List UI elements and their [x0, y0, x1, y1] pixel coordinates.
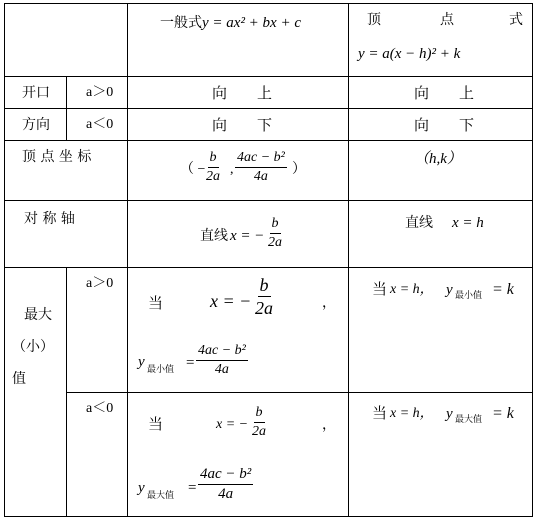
- col-line-a: [66, 76, 67, 140]
- max-eq: =: [188, 480, 197, 496]
- general-opening-down: 向 下: [212, 116, 273, 134]
- max-y-frac: [198, 467, 253, 502]
- col-line-main: [127, 3, 128, 517]
- vertex-min-y: y: [446, 282, 453, 298]
- max-y-num: 4ac − b²: [198, 467, 253, 485]
- max-comma: ，: [322, 417, 336, 433]
- vertex-max-k: = k: [492, 405, 514, 422]
- min-y-frac: [196, 344, 248, 377]
- min-y-den: 4a: [214, 362, 229, 377]
- axis-vertex-eq: x = h: [452, 215, 484, 231]
- vertex-min-sub: 最小值: [455, 291, 483, 301]
- max-x-frac: [252, 406, 266, 439]
- general-form-header: [160, 16, 301, 31]
- row-line-1: [4, 76, 532, 77]
- vertex-max-x: x = h，: [390, 406, 434, 421]
- axis-general-prefix: 直线: [200, 228, 228, 244]
- row-line-4: [4, 200, 532, 201]
- axis-label: 对 称 轴: [24, 211, 75, 227]
- general-form-label: 一般式: [160, 15, 202, 31]
- min-sub: 最小值: [147, 365, 175, 375]
- border-bottom: [4, 516, 532, 517]
- opening-cond-pos: a＞0: [86, 85, 114, 100]
- opening-cond-neg: a＜0: [86, 117, 114, 132]
- vertex-min-x: x = h，: [390, 282, 434, 297]
- vertex-max-sub: 最大值: [455, 415, 483, 425]
- min-x-num: b: [259, 275, 269, 295]
- col-line-right: [348, 3, 349, 517]
- vertex-coord-frac1-num: b: [208, 151, 219, 168]
- extreme-label-2: （小）: [12, 339, 54, 355]
- min-y-num: 4ac − b²: [196, 344, 248, 361]
- max-x-lhs: x = −: [216, 417, 249, 432]
- opening-label-top: 开口: [22, 85, 50, 101]
- max-x-num: b: [254, 406, 265, 423]
- row-line-3: [4, 140, 532, 141]
- vertex-coord-frac2-den: 4a: [253, 169, 268, 184]
- max-sub: 最大值: [147, 491, 175, 501]
- axis-general-num: b: [270, 217, 281, 234]
- col-line-b: [66, 267, 67, 517]
- min-eq: =: [186, 355, 195, 371]
- vertex-coord-frac2: [235, 151, 287, 184]
- vertex-min-when: 当: [372, 280, 388, 298]
- min-x-den: 2a: [255, 298, 273, 318]
- vertex-opening-up: 向 上: [414, 84, 475, 102]
- axis-general-lhs: x = −: [230, 228, 265, 244]
- max-y-den: 4a: [218, 486, 234, 502]
- axis-general-frac: [268, 217, 282, 250]
- extreme-cond-pos: a＞0: [86, 276, 114, 291]
- max-when: 当: [148, 415, 164, 433]
- vertex-opening-down: 向 下: [414, 116, 475, 134]
- vertex-coord-sep: ,: [230, 162, 234, 177]
- border-right: [532, 3, 533, 517]
- vertex-coord-frac2-num: 4ac − b²: [235, 151, 287, 168]
- row-line-6: [66, 392, 532, 393]
- vertex-min-k: = k: [492, 281, 514, 298]
- vertex-max-y: y: [446, 406, 453, 422]
- vertex-form-char-3: 式: [509, 12, 523, 28]
- extreme-cond-neg: a＜0: [86, 401, 114, 416]
- opening-label-bottom: 方向: [22, 117, 50, 133]
- vertex-coord-label: 顶 点 坐 标: [22, 149, 92, 165]
- min-y: y: [138, 354, 145, 370]
- axis-vertex-prefix: 直线: [405, 215, 433, 231]
- min-comma: ，: [322, 295, 336, 311]
- vertex-coord-open: （ −: [180, 162, 206, 177]
- min-when: 当: [148, 294, 164, 312]
- vertex-form-formula: y = a(x − h)² + k: [358, 46, 461, 62]
- border-left: [4, 3, 5, 517]
- axis-general-den: 2a: [268, 235, 282, 250]
- extreme-label-3: 值: [12, 371, 26, 387]
- row-line-5: [4, 267, 532, 268]
- max-x-den: 2a: [252, 424, 266, 439]
- vertex-coord-value: （h,k）: [414, 151, 462, 167]
- border-top: [4, 3, 532, 4]
- general-opening-up: 向 上: [212, 84, 273, 102]
- vertex-coord-frac1: [206, 151, 220, 184]
- vertex-form-char-2: 点: [440, 12, 454, 28]
- extreme-label-1: 最大: [24, 307, 52, 323]
- min-x-frac: [255, 276, 273, 317]
- vertex-coord-close: ）: [292, 162, 306, 177]
- vertex-coord-frac1-den: 2a: [206, 169, 220, 184]
- row-line-2: [4, 108, 532, 109]
- vertex-max-when: 当: [372, 404, 388, 422]
- min-x-lhs: x = −: [210, 291, 252, 311]
- max-y: y: [138, 480, 145, 496]
- general-form-formula: y = ax² + bx + c: [202, 15, 301, 31]
- vertex-form-char-1: 顶: [367, 12, 381, 28]
